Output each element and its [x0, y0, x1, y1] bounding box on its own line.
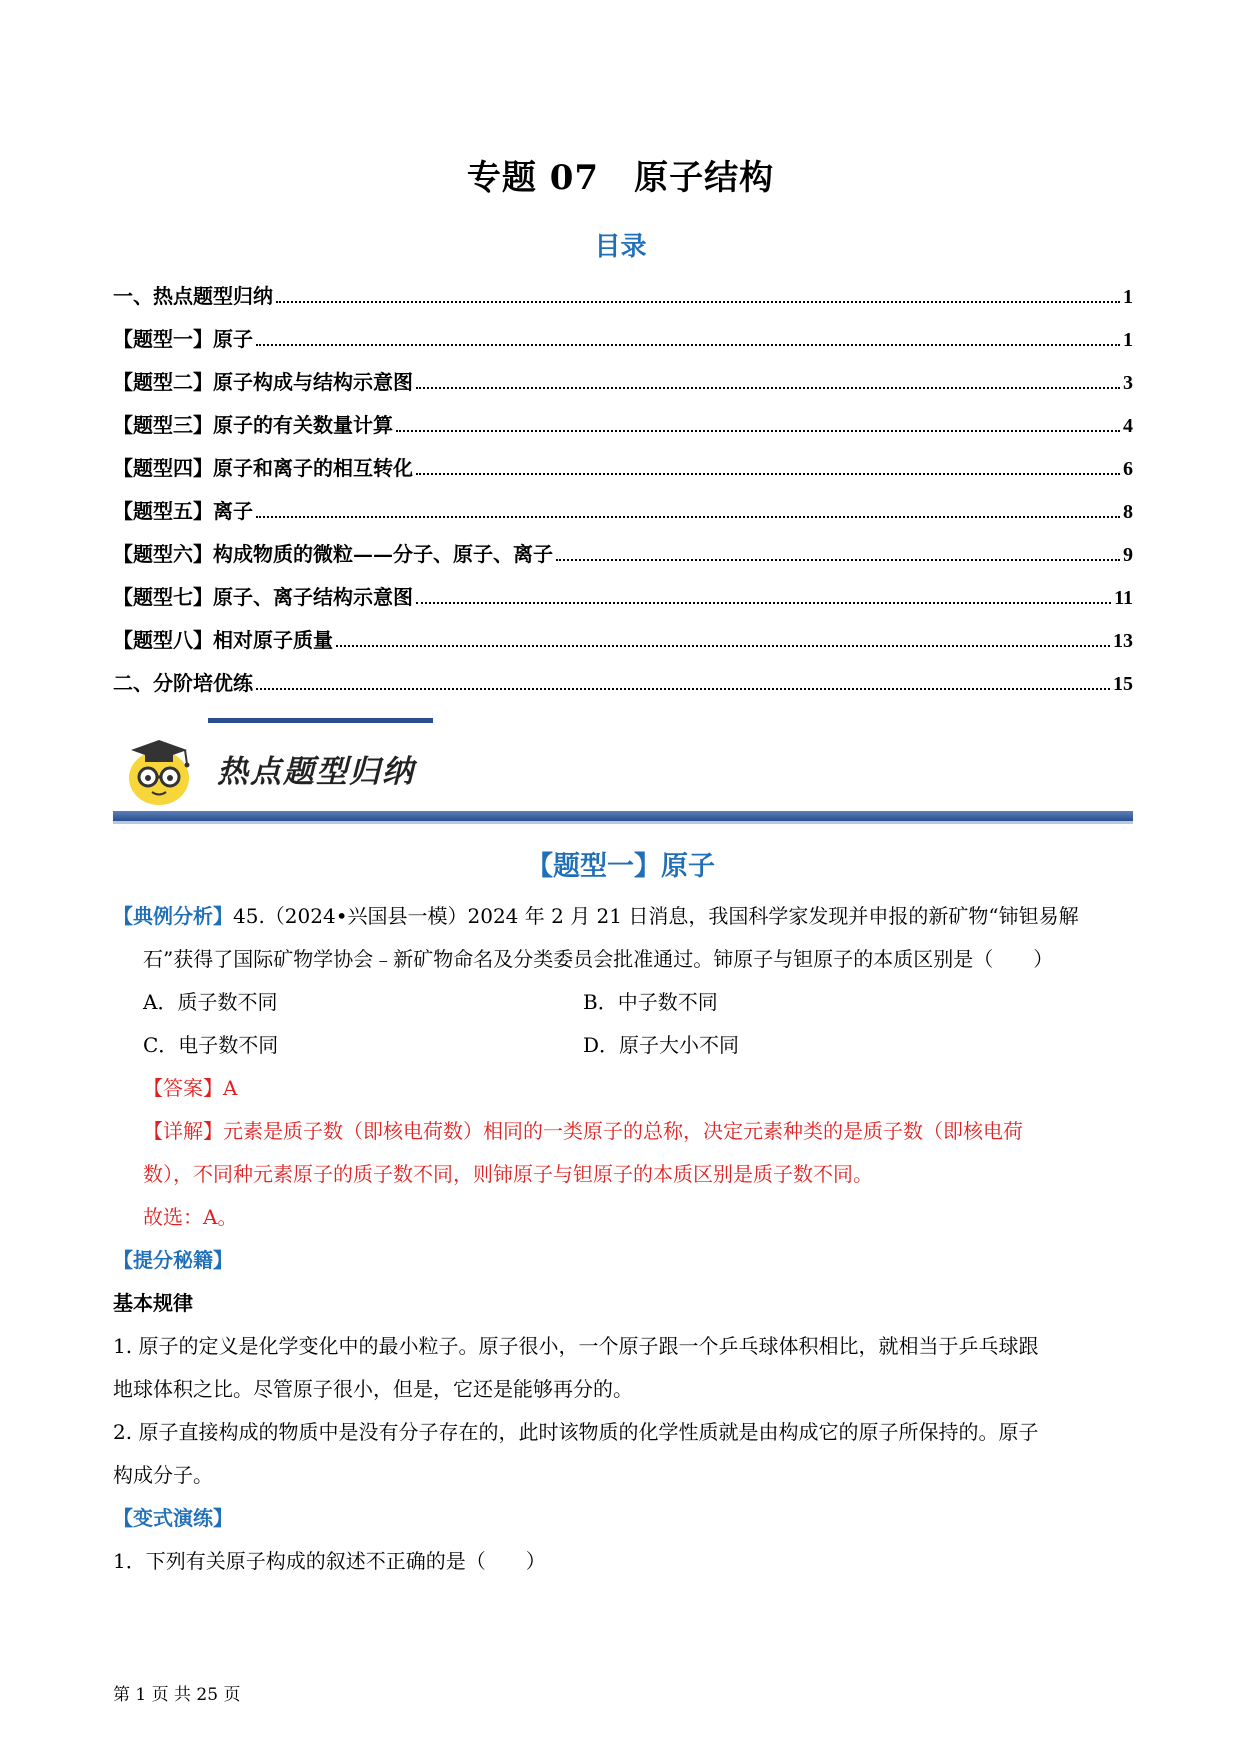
toc-entry[interactable]: 【题型三】原子的有关数量计算 4: [113, 413, 1133, 437]
toc-entry[interactable]: 【题型五】离子 8: [113, 499, 1133, 523]
toc-entry[interactable]: 【题型八】相对原子质量 13: [113, 628, 1133, 652]
section-heading: 【题型一】原子: [526, 851, 715, 882]
page-title: 专题 07 原子结构: [466, 158, 775, 198]
banner-title: 热点题型归纳: [217, 754, 415, 790]
tips-paragraph: 地球体积之比。尽管原子很小，但是，它还是能够再分的。: [113, 1377, 633, 1401]
tips-paragraph: 构成分子。: [113, 1463, 213, 1487]
option-c[interactable]: C．电子数不同: [143, 1033, 279, 1057]
banner-bottom-line: [113, 811, 1133, 821]
answer-value: A: [223, 1076, 238, 1100]
tips-paragraph: 2. 原子直接构成的物质中是没有分子存在的，此时该物质的化学性质就是由构成它的原子所保持的。原子: [113, 1420, 1039, 1444]
page-footer: 第 1 页 共 25 页: [113, 1685, 241, 1705]
toc-heading: 目录: [594, 232, 647, 262]
toc-entry[interactable]: 一、热点题型归纳 1: [113, 284, 1133, 308]
toc-entry[interactable]: 【题型一】原子 1: [113, 327, 1133, 351]
explanation-line: 数），不同种元素原子的质子数不同，则铈原子与钽原子的本质区别是质子数不同。: [143, 1162, 873, 1186]
toc-entry[interactable]: 二、分阶培优练 15: [113, 671, 1133, 695]
example-question: [113, 895, 1133, 1583]
toc-entry[interactable]: 【题型二】原子构成与结构示意图 3: [113, 370, 1133, 394]
student-cap-glasses-icon: [119, 732, 199, 806]
option-b[interactable]: B．中子数不同: [583, 990, 718, 1014]
option-d[interactable]: D．原子大小不同: [583, 1033, 740, 1057]
example-tag: 【典例分析】: [113, 904, 233, 928]
explanation-line: 【详解】元素是质子数（即核电荷数）相同的一类原子的总称，决定元素种类的是质子数（即核电荷: [143, 1119, 1023, 1143]
tips-subtitle: 基本规律: [113, 1291, 193, 1315]
practice-tag: 【变式演练】: [113, 1506, 233, 1530]
option-list: [113, 981, 1133, 1067]
toc-entry[interactable]: 【题型七】原子、离子结构示意图 11: [113, 585, 1133, 609]
toc-entry[interactable]: 【题型四】原子和离子的相互转化 6: [113, 456, 1133, 480]
tips-tag: 【提分秘籍】: [113, 1248, 233, 1272]
option-a[interactable]: A．质子数不同: [143, 990, 278, 1014]
section-banner: [113, 718, 1133, 828]
choice-line: 故选：A。: [143, 1205, 238, 1229]
tips-paragraph: 1. 原子的定义是化学变化中的最小粒子。原子很小，一个原子跟一个乒乓球体积相比，就相当于乒乓球跟: [113, 1334, 1039, 1358]
banner-top-line: [208, 718, 433, 723]
practice-question: 1．下列有关原子构成的叙述不正确的是（ ）: [113, 1549, 546, 1573]
answer-line: 【答案】A: [143, 1076, 238, 1100]
table-of-contents: [113, 280, 1133, 710]
question-text: 45.（2024•兴国县一模）2024 年 2 月 21 日消息，我国科学家发现并申报的新矿物“铈钽易解: [233, 904, 1079, 928]
question-text: 石”获得了国际矿物学协会﹣新矿物命名及分类委员会批准通过。铈原子与钽原子的本质区别是（ ）: [143, 947, 1054, 971]
toc-entry[interactable]: 【题型六】构成物质的微粒——分子、原子、离子 9: [113, 542, 1133, 566]
